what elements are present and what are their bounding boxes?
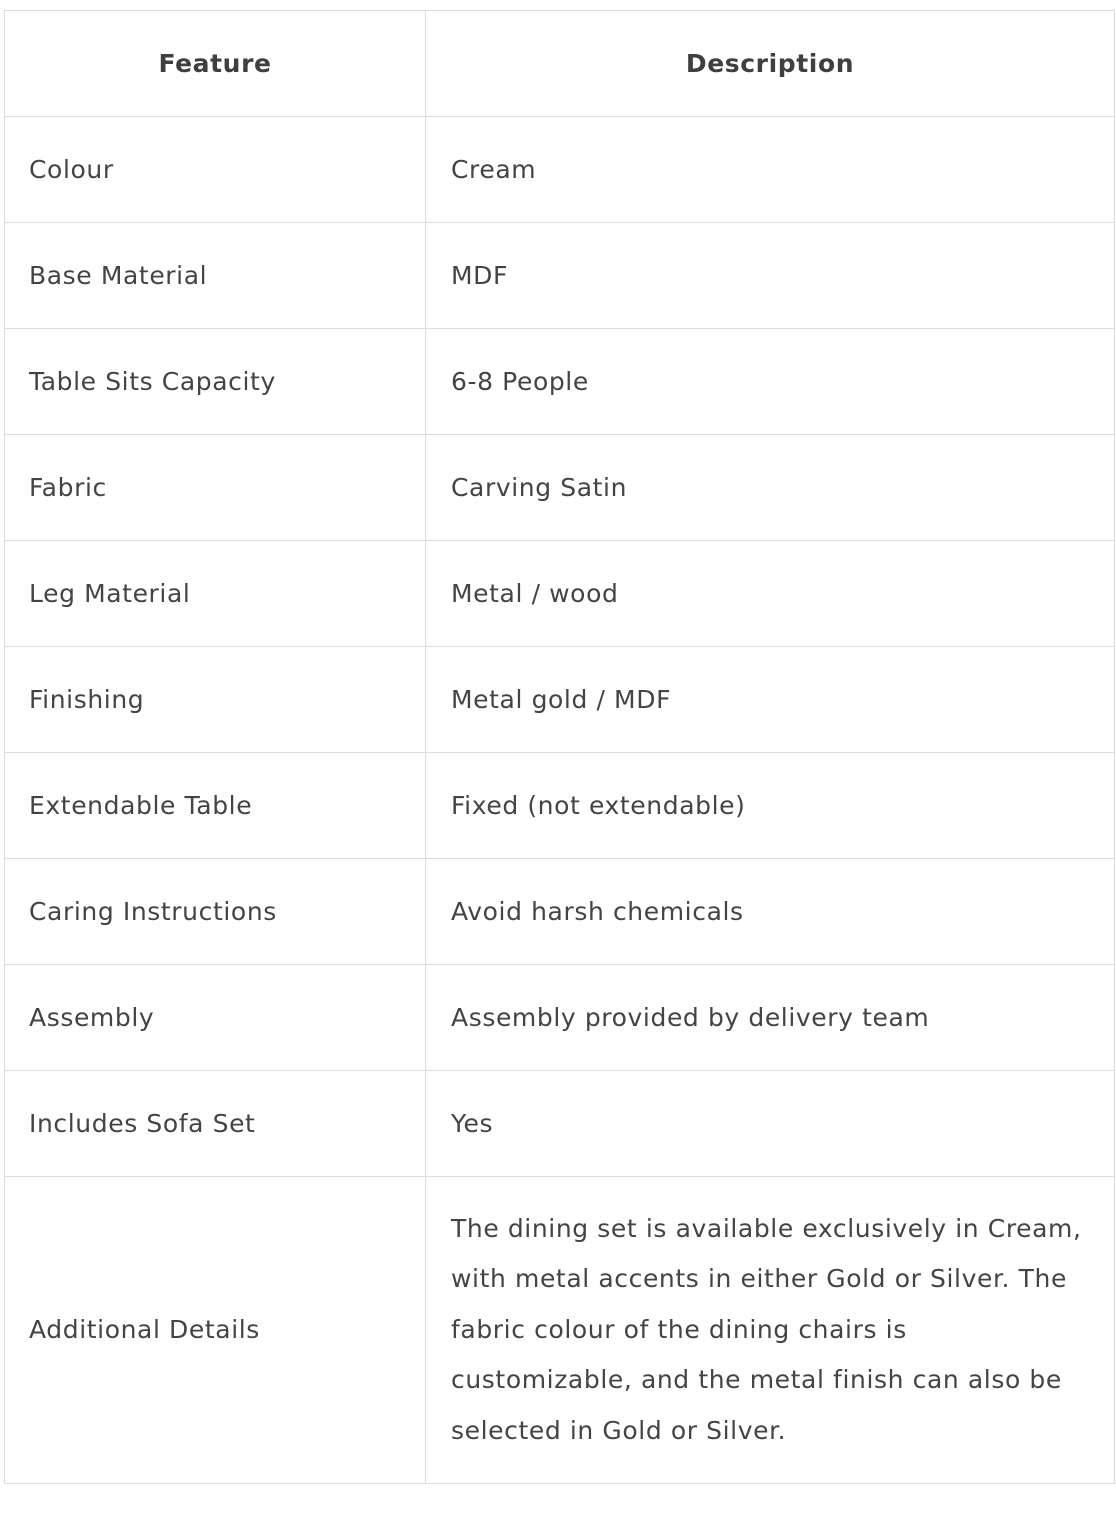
description-cell: Yes <box>426 1071 1115 1177</box>
feature-cell: Table Sits Capacity <box>5 329 426 435</box>
description-cell: MDF <box>426 223 1115 329</box>
description-cell: Avoid harsh chemicals <box>426 859 1115 965</box>
table-row <box>5 965 1115 1071</box>
feature-cell: Colour <box>5 117 426 223</box>
feature-cell: Leg Material <box>5 541 426 647</box>
feature-cell: Fabric <box>5 435 426 541</box>
description-cell: Fixed (not extendable) <box>426 753 1115 859</box>
product-spec-table <box>4 10 1115 1484</box>
table-row <box>5 117 1115 223</box>
table-row <box>5 223 1115 329</box>
feature-cell: Additional Details <box>5 1177 426 1484</box>
description-cell: Assembly provided by delivery team <box>426 965 1115 1071</box>
description-cell: Cream <box>426 117 1115 223</box>
feature-cell: Caring Instructions <box>5 859 426 965</box>
table-row <box>5 541 1115 647</box>
table-row <box>5 435 1115 541</box>
feature-cell: Includes Sofa Set <box>5 1071 426 1177</box>
description-cell: The dining set is available exclusively in Cream, with metal accents in either Gold or Silver. The fabric colour of the dining chairs is customizable, and the metal finish can also be selected in Gold or Silver. <box>426 1177 1115 1484</box>
feature-column-header: Feature <box>5 11 426 117</box>
description-cell: Carving Satin <box>426 435 1115 541</box>
feature-cell: Assembly <box>5 965 426 1071</box>
description-cell: Metal / wood <box>426 541 1115 647</box>
description-cell: Metal gold / MDF <box>426 647 1115 753</box>
table-header-row <box>5 11 1115 117</box>
feature-cell: Extendable Table <box>5 753 426 859</box>
table-row <box>5 1177 1115 1484</box>
table-row <box>5 647 1115 753</box>
table-row <box>5 753 1115 859</box>
description-cell: 6-8 People <box>426 329 1115 435</box>
feature-cell: Finishing <box>5 647 426 753</box>
table-row <box>5 1071 1115 1177</box>
feature-cell: Base Material <box>5 223 426 329</box>
description-column-header: Description <box>426 11 1115 117</box>
table-row <box>5 859 1115 965</box>
table-row <box>5 329 1115 435</box>
